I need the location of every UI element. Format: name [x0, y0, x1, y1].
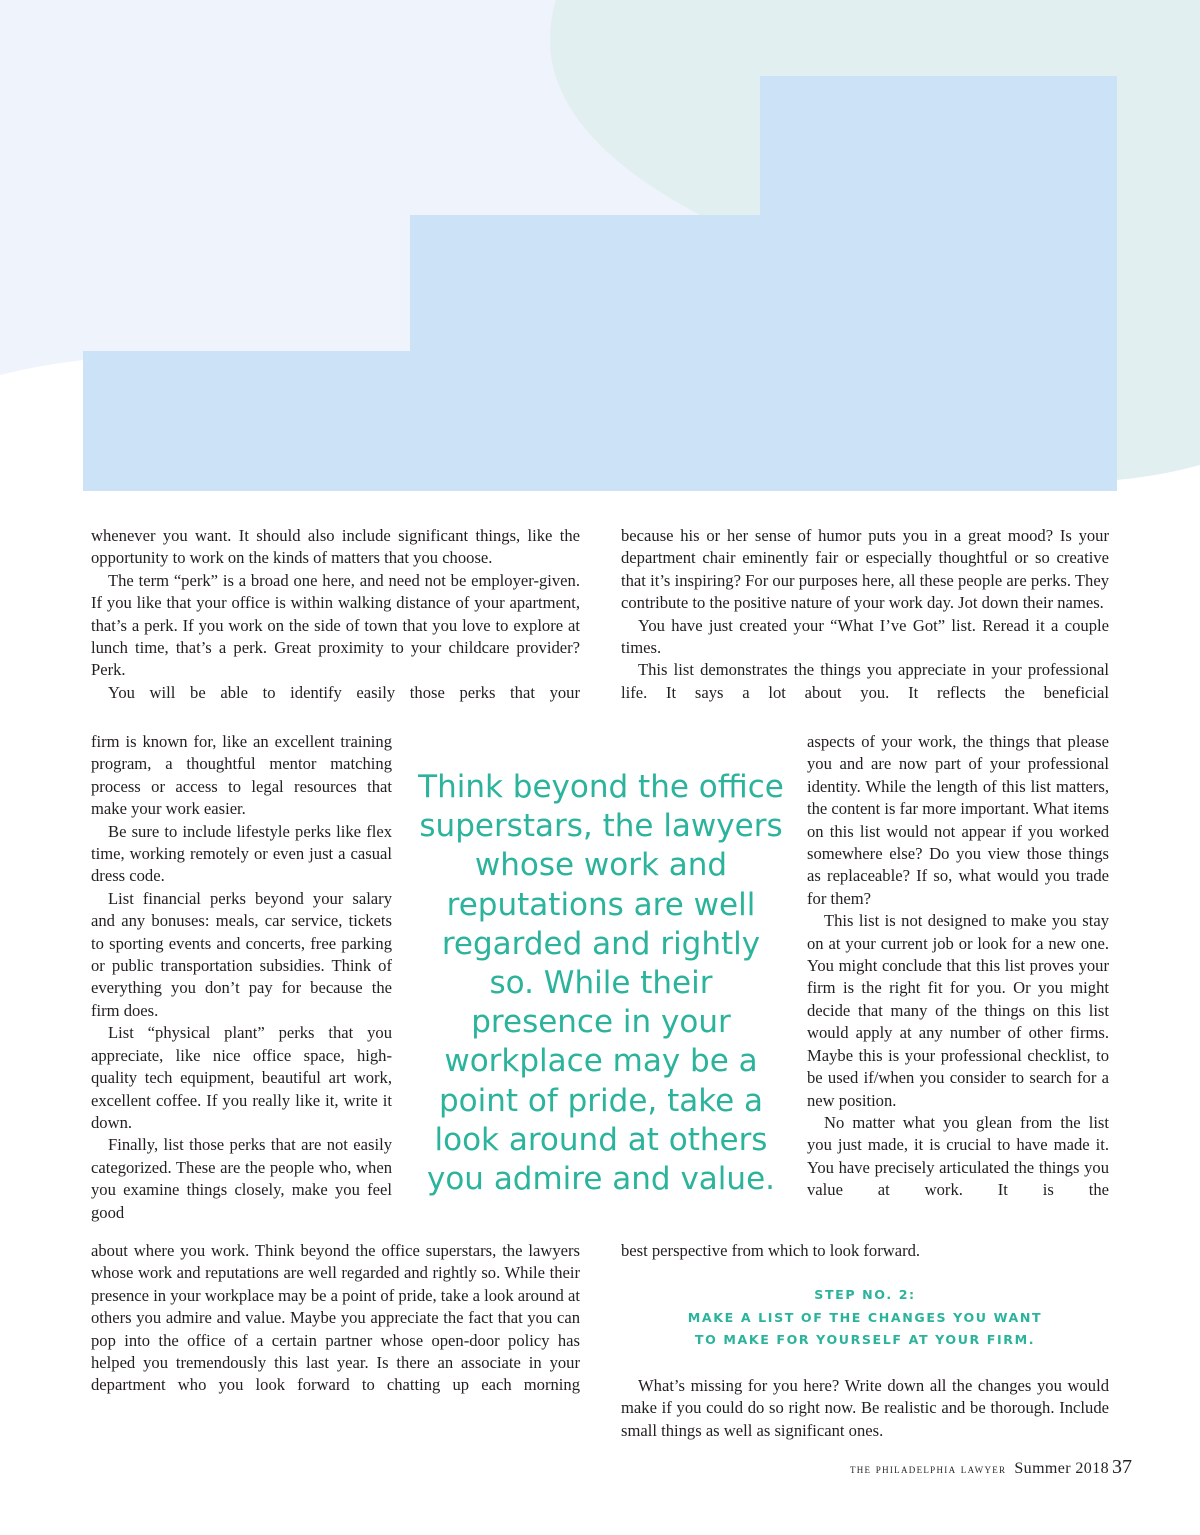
- issue-season: Summer 2018: [1014, 1460, 1109, 1477]
- right-column-narrow: [807, 731, 1109, 1202]
- body-paragraph: because his or her sense of humor puts you in a great mood? Is your department chair eminently fair or especially thoughtful or so creative that it’s inspiring? For our purposes here, all these people are perks. They contribute to the positive nature of your work day. Jot down their names.: [621, 526, 1109, 613]
- magazine-name: the philadelphia lawyer: [849, 1462, 1007, 1476]
- section-heading-line: MAKE A LIST OF THE CHANGES YOU WANT: [687, 1309, 1043, 1325]
- body-paragraph: whenever you want. It should also include significant things, like the opportunity to work on the kinds of matters that you choose.: [91, 526, 580, 568]
- body-paragraph: List “physical plant” perks that you appreciate, like nice office space, high-quality tech equipment, beautiful art work, excellent coffee. If you really like it, write it down.: [91, 1023, 392, 1132]
- left-column-bottom: [91, 1240, 580, 1397]
- pull-quote: Think beyond the office superstars, the lawyers whose work and reputations are well regarded and rightly so. While their presence in your workplace may be a point of pride, take a look around at others you admire and value.: [418, 769, 784, 1198]
- right-column-top: [621, 525, 1109, 704]
- body-paragraph: firm is known for, like an excellent training program, a thoughtful mentor matching process or access to legal resources that make your work easier.: [91, 732, 392, 819]
- body-paragraph: List financial perks beyond your salary and any bonuses: meals, car service, tickets to sporting events and concerts, free parking or public transportation subsidies. Think of everything you don’t pay for because the firm does.: [91, 888, 392, 1020]
- body-paragraph: You will be able to identify easily those perks that your: [108, 682, 580, 702]
- body-paragraph: The term “perk” is a broad one here, and need not be employer-given. If you like that your office is within walking distance of your apartment, that’s a perk. If you work on the side of town that you love to explore at lunch time, that’s a perk. Great proximity to your childcare provider? Perk.: [91, 570, 580, 680]
- body-paragraph: about where you work. Think beyond the office superstars, the lawyers whose work and reputations are well regarded and rightly so. While their presence in your workplace may be a point of pride, take a look around at others you admire and value. Maybe you appreciate the fact that you can pop into the office of a certain partner whose open-door policy has helped you tremendously this last year. Is there an associate in your department who you look forward to chatting up each morning: [91, 1241, 580, 1395]
- body-paragraph: This list demonstrates the things you appreciate in your professional life. It says a lot about you. It reflects the beneficial: [621, 660, 1109, 702]
- page-number: 37: [1112, 1456, 1132, 1478]
- body-paragraph: Finally, list those perks that are not easily categorized. These are the people who, when you examine things closely, make you feel good: [91, 1135, 392, 1222]
- right-column-bottom: [621, 1240, 1109, 1262]
- section-heading: [621, 1284, 1109, 1352]
- left-column-top: [91, 525, 580, 704]
- body-paragraph: You have just created your “What I’ve Got” list. Reread it a couple times.: [621, 615, 1109, 658]
- body-paragraph: This list is not designed to make you stay on at your current job or look for a new one. You might conclude that this list proves your firm is the right fit for you. Or you might decide that many of the things on this list would apply at any number of other firms. Maybe this is your professional checklist, to be used if/when you consider to search for a new position.: [807, 911, 1109, 1110]
- page-footer: [850, 1456, 1132, 1479]
- body-paragraph: aspects of your work, the things that please you and are now part of your professional identity. While the length of this list matters, the content is far more important. What items on this list would not appear if you worked somewhere else? Do you view those things as replaceable? If so, what would you trade for them?: [807, 732, 1109, 908]
- body-paragraph: What’s missing for you here? Write down all the changes you would make if you could do so right now. Be realistic and be thorough. Include small things as well as significant ones.: [621, 1376, 1109, 1440]
- body-paragraph: best perspective from which to look forward.: [621, 1241, 921, 1260]
- right-column-final: [621, 1375, 1109, 1442]
- left-column-narrow: [91, 731, 392, 1224]
- section-heading-line: STEP NO. 2:: [814, 1287, 916, 1302]
- body-paragraph: No matter what you glean from the list you just made, it is crucial to have made it. You have precisely articulated the things you value at work. It is the: [807, 1112, 1109, 1200]
- section-heading-line: TO MAKE FOR YOURSELF AT YOUR FIRM.: [694, 1332, 1036, 1347]
- body-paragraph: Be sure to include lifestyle perks like flex time, working remotely or even just a casual dress code.: [91, 821, 392, 886]
